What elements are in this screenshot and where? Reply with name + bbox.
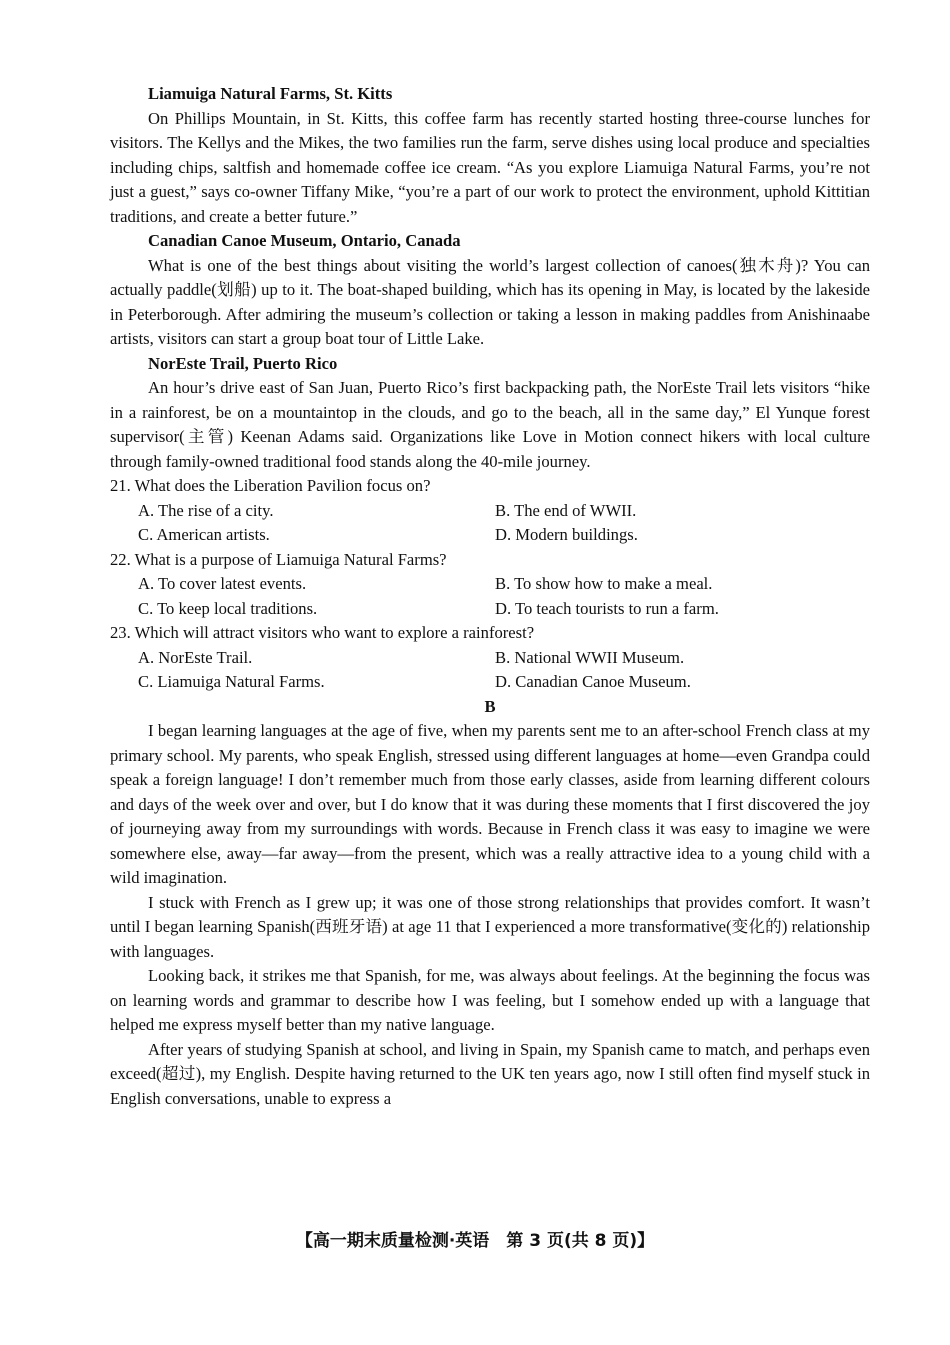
option-d: D. Modern buildings. bbox=[495, 525, 638, 544]
option-b: B. To show how to make a meal. bbox=[495, 574, 713, 593]
section-heading-farms: Liamuiga Natural Farms, St. Kitts bbox=[148, 84, 393, 103]
option-b: B. The end of WWII. bbox=[495, 500, 637, 520]
option-a: A. To cover latest events. bbox=[138, 574, 307, 593]
question-stem: 21. What does the Liberation Pavilion focus on? bbox=[110, 476, 431, 495]
question-stem: 22. What is a purpose of Liamuiga Natural Farms? bbox=[110, 549, 447, 569]
paragraph-b-1: I began learning languages at the age of five, when my parents sent me to an after-school French class at my primary school. My parents, who speak English, stressed using different languages at home—even Grandpa could speak a foreign language! I don’t remember much from those early classes, aside from learning different colours and days of the week over and over, but I do know that it was during these moments that I first discovered the joy of journeying away from my surroundings with words. Because in French class it was easy to imagine we were somewhere else, away—far away—from the present, which was a really attractive idea to a young child with a wild imagination. bbox=[110, 721, 870, 887]
option-a: A. NorEste Trail. bbox=[138, 647, 253, 667]
option-row bbox=[138, 597, 870, 622]
section-heading-trail: NorEste Trail, Puerto Rico bbox=[148, 353, 338, 373]
option-b: B. National WWII Museum. bbox=[495, 647, 685, 667]
option-row bbox=[138, 670, 870, 695]
option-c: C. Liamuiga Natural Farms. bbox=[138, 672, 325, 691]
paragraph-farms: On Phillips Mountain, in St. Kitts, this coffee farm has recently started hosting three-course lunches for visitors. The Kellys and the Mikes, the two families run the farm, serve dishes using local produce and specialties including chips, saltfish and homemade coffee ice cream. “As you explore Liamuiga Natural Farms, you’re not just a guest,” says co-owner Tiffany Mike, “you’re a part of our work to protect the environment, uphold Kittitian traditions, and create a better future.” bbox=[110, 108, 870, 226]
option-row bbox=[138, 646, 870, 671]
option-row bbox=[138, 523, 870, 548]
page-footer: 【高一期末质量检测·英语 第 3 页(共 8 页)】 bbox=[295, 1231, 655, 1251]
paragraph-b-3: Looking back, it strikes me that Spanish, for me, was always about feelings. At the beginning the focus was on learning words and grammar to describe how I was feeling, but I somehow ended up with a language that helped me express myself better than my native language. bbox=[110, 966, 870, 1034]
option-c: C. To keep local traditions. bbox=[138, 598, 318, 618]
paragraph-b-2: I stuck with French as I grew up; it was one of those strong relationships that provides comfort. It wasn’t until I began learning Spanish(西班牙语) at age 11 that I experienced a more transformative(变化的) relationship with languages. bbox=[110, 892, 870, 961]
question-23 bbox=[110, 621, 870, 695]
option-c: C. American artists. bbox=[138, 525, 270, 544]
section-b-label: B bbox=[484, 696, 496, 716]
option-d: D. Canadian Canoe Museum. bbox=[495, 672, 691, 691]
option-row bbox=[138, 499, 870, 524]
paragraph-b-4: After years of studying Spanish at school, and living in Spain, my Spanish came to match, and perhaps even exceed(超过), my English. Despite having returned to the UK ten years ago, now I still often find myself stuck in English conversations, unable to express a bbox=[110, 1039, 870, 1108]
question-21 bbox=[110, 474, 870, 548]
paragraph-canoe: What is one of the best things about visiting the world’s largest collection of canoes(独木舟)? You can actually paddle(划船) up to it. The boat-shaped building, which has its opening in May, is located by the lakeside in Peterborough. After admiring the museum’s collection or taking a lesson in making paddles from Anishinaabe artists, visitors can start a group boat tour of Little Lake. bbox=[110, 255, 870, 348]
option-d: D. To teach tourists to run a farm. bbox=[495, 598, 719, 618]
page-body bbox=[110, 82, 870, 1111]
section-heading-canoe: Canadian Canoe Museum, Ontario, Canada bbox=[148, 231, 461, 250]
question-stem: 23. Which will attract visitors who want to explore a rainforest? bbox=[110, 623, 535, 642]
question-22 bbox=[110, 548, 870, 622]
paragraph-trail: An hour’s drive east of San Juan, Puerto Rico’s first backpacking path, the NorEste Trail lets visitors “hike in a rainforest, be on a mountaintop in the clouds, and go to the beach, all in the same day,” El Yunque forest supervisor(主管) Keenan Adams said. Organizations like Love in Motion connect hikers with local culture through family-owned traditional food stands along the 40-mile journey. bbox=[110, 378, 870, 471]
option-a: A. The rise of a city. bbox=[138, 500, 274, 520]
option-row bbox=[138, 572, 870, 597]
